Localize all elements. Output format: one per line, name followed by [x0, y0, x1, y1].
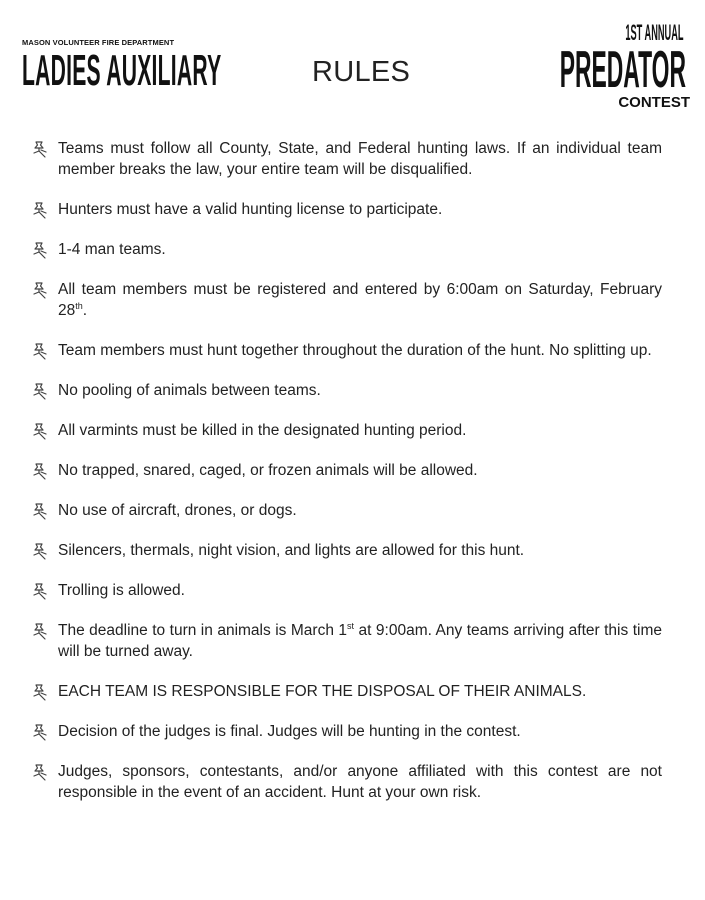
rule-spacer	[30, 441, 662, 460]
rule-text: The deadline to turn in animals is March 1	[58, 622, 348, 639]
rule-item	[30, 239, 662, 260]
org-name: MASON VOLUNTEER FIRE DEPARTMENT	[22, 38, 175, 47]
rule-spacer	[30, 521, 662, 540]
rule-item	[30, 721, 662, 742]
rule-text: Trolling is allowed.	[58, 582, 185, 599]
rule-spacer	[30, 481, 662, 500]
pushpin-icon	[30, 461, 52, 483]
ordinal-suffix: th	[75, 300, 83, 311]
rule-text: Silencers, thermals, night vision, and lights are allowed for this hunt.	[58, 542, 525, 559]
rule-spacer	[30, 742, 662, 761]
rule-text: No use of aircraft, drones, or dogs.	[58, 502, 297, 519]
rule-text: No pooling of animals between teams.	[58, 382, 321, 399]
rule-spacer	[30, 260, 662, 279]
rule-text: Judges, sponsors, contestants, and/or anyone affiliated with this contest are not responsible in the event of an accident. Hunt at your own risk.	[58, 763, 662, 801]
pushpin-icon	[30, 200, 52, 222]
pushpin-icon	[30, 581, 52, 603]
pushpin-icon	[30, 280, 52, 302]
page-title: RULES	[312, 56, 411, 88]
ordinal-suffix: st	[347, 620, 355, 631]
pushpin-icon	[30, 341, 52, 363]
rule-item	[30, 540, 662, 561]
rule-text: Hunters must have a valid hunting license to participate.	[58, 201, 443, 218]
contest-label: CONTEST	[618, 94, 690, 111]
rule-item	[30, 620, 662, 662]
rule-item	[30, 681, 662, 702]
rule-item	[30, 199, 662, 220]
rule-spacer	[30, 662, 662, 681]
rules-list	[30, 138, 662, 803]
pushpin-icon	[30, 541, 52, 563]
rule-item	[30, 380, 662, 401]
rule-text-end: .	[82, 302, 88, 319]
pushpin-icon	[30, 682, 52, 704]
page-header	[0, 0, 705, 130]
rule-text: 1-4 man teams.	[58, 241, 166, 258]
rule-spacer	[30, 561, 662, 580]
rule-spacer	[30, 321, 662, 340]
rule-text: All team members must be registered and entered by 6:00am on Saturday, February 28	[58, 281, 662, 319]
pushpin-icon	[30, 421, 52, 443]
pushpin-icon	[30, 139, 52, 161]
rule-spacer	[30, 601, 662, 620]
rule-text: Team members must hunt together throughout the duration of the hunt. No splitting up.	[58, 342, 652, 359]
annual-label: 1ST ANNUAL	[625, 20, 684, 45]
rule-text-end: at 9:00am. Any teams arriving after this time will be turned away.	[58, 622, 662, 660]
rule-spacer	[30, 361, 662, 380]
rule-spacer	[30, 180, 662, 199]
rule-text: Decision of the judges is final. Judges will be hunting in the contest.	[58, 723, 521, 740]
rule-text: Teams must follow all County, State, and Federal hunting laws. If an individual team member breaks the law, your entire team will be disqualified.	[58, 140, 662, 178]
rule-item	[30, 340, 662, 361]
rule-item	[30, 580, 662, 601]
rule-item	[30, 761, 662, 803]
rule-item	[30, 500, 662, 521]
rule-text: No trapped, snared, caged, or frozen animals will be allowed.	[58, 462, 478, 479]
contest-logo	[559, 20, 696, 117]
rule-spacer	[30, 401, 662, 420]
rule-item	[30, 138, 662, 180]
pushpin-icon	[30, 240, 52, 262]
rule-text: All varmints must be killed in the designated hunting period.	[58, 422, 467, 439]
pushpin-icon	[30, 381, 52, 403]
auxiliary-name: LADIES AUXILIARY	[22, 46, 222, 95]
rule-item	[30, 460, 662, 481]
predator-label: PREDATOR	[559, 41, 686, 99]
rule-text: EACH TEAM IS RESPONSIBLE FOR THE DISPOSAL OF THEIR ANIMALS.	[58, 683, 587, 700]
pushpin-icon	[30, 501, 52, 523]
rule-spacer	[30, 702, 662, 721]
rule-item	[30, 420, 662, 441]
rule-spacer	[30, 220, 662, 239]
pushpin-icon	[30, 722, 52, 744]
pushpin-icon	[30, 621, 52, 643]
rule-item	[30, 279, 662, 321]
pushpin-icon	[30, 762, 52, 784]
